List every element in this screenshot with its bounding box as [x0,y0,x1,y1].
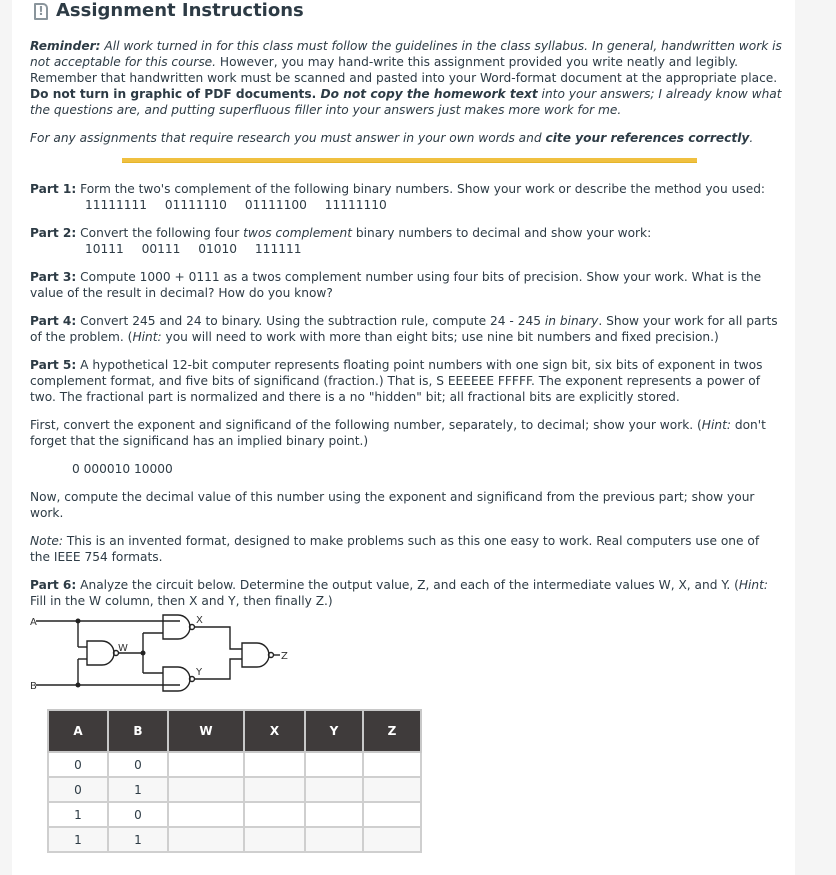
column-header-a: A [48,710,108,752]
y-label: Y [196,667,203,678]
column-header-y: Y [305,710,363,752]
part6-paragraph [30,577,782,609]
column-header-w: W [168,710,244,752]
table-cell [168,827,244,852]
table-cell [305,827,363,852]
nand-circuit-diagram [30,613,330,701]
reminder-text-segment: Do not turn in graphic of PDF documents. [30,87,317,101]
reminder-text-segment: into your answers; I already know what the questions are, and putting superfluous filler into your answers just makes more work for me. [30,87,782,117]
part2-text-segment: Part 2: [30,226,77,240]
column-header-z: Z [363,710,421,752]
table-cell: 0 [108,752,168,777]
first-text-segment: First, convert the exponent and significand of the following number, separately, to decimal; show your work. ( [30,418,702,432]
research-paragraph [30,130,782,146]
table-cell: 1 [48,827,108,852]
table-cell: 0 [48,752,108,777]
assignment-alert-icon: ! [34,3,48,20]
part4-text-segment: Part 4: [30,314,77,328]
input-a-label: A [30,617,37,628]
part6-text-segment: Part 6: [30,578,77,592]
table-row [48,827,421,852]
now-text-segment: Now, compute the decimal value of this number using the exponent and significand from the previous part; show your work. [30,490,755,520]
part4-text-segment: Hint: [132,330,162,344]
column-header-b: B [108,710,168,752]
title-text: Assignment Instructions [56,0,304,21]
table-cell [363,827,421,852]
note-paragraph [30,533,782,565]
table-cell: 0 [108,802,168,827]
assignment-page [12,0,795,875]
part4-text-segment: . Show your work for all parts of the problem. ( [30,314,778,344]
table-cell [305,777,363,802]
note-text-segment: Note: [30,534,63,548]
reminder-text-segment: However, you may hand-write this assignment provided you write neatly and legibly. Remember that handwritten work must be scanned and pasted into your Word-format document at the appropriate place. [30,55,778,85]
table-cell [305,802,363,827]
table-cell [244,827,305,852]
table-row [48,802,421,827]
part6-text-segment: Analyze the circuit below. Determine the output value, Z, and each of the intermediate values W, X, and Y. ( [76,578,739,592]
column-header-x: X [244,710,305,752]
part2-text-segment: twos complement [243,226,353,240]
part2-text-segment: binary numbers to decimal and show your work: [352,226,652,240]
part3-text-segment: Compute 1000 + 0111 as a twos complement number using four bits of precision. Show your work. What is the value of the result in decimal? How do you know? [30,270,762,300]
z-label: Z [281,651,288,662]
part1-numbers: 11111111 01111110 01111100 11111110 [85,198,387,212]
input-b-label: B [30,681,37,692]
page-title [34,0,304,22]
part5-number: 0 000010 10000 [72,462,173,476]
reminder-text-segment: All work turned in for this class must follow the guidelines in the class syllabus. In general, handwritten work is not acceptable for this course. [30,39,782,69]
table-cell: 1 [108,827,168,852]
research-text-segment: . [749,131,754,145]
part5-text-segment: Part 5: [30,358,77,372]
table-row [48,752,421,777]
research-text-segment: For any assignments that require research you must answer in your own words and [30,131,546,145]
table-cell [244,752,305,777]
truth-table [47,709,422,853]
table-cell [168,752,244,777]
table-cell [363,752,421,777]
table-cell [168,777,244,802]
table-cell [168,802,244,827]
table-cell [244,777,305,802]
table-cell [363,777,421,802]
first-paragraph [30,417,782,449]
part2-paragraph [30,225,782,241]
part5-paragraph [30,357,782,405]
part4-text-segment: Convert 245 and 24 to binary. Using the subtraction rule, compute 24 - 245 [76,314,545,328]
reminder-text-segment: Reminder: [30,39,101,53]
now-paragraph [30,489,782,521]
part3-paragraph [30,269,782,301]
x-label: X [196,615,203,626]
table-cell: 1 [108,777,168,802]
part1-paragraph [30,181,782,197]
part4-text-segment: in binary [544,314,599,328]
divider-bar [122,158,697,163]
table-cell [244,802,305,827]
part2-numbers: 10111 00111 01010 111111 [85,242,302,256]
table-cell: 1 [48,802,108,827]
part5-text-segment: A hypothetical 12-bit computer represents floating point numbers with one sign bit, six bits of exponent in twos complement format, and five bits of significand (fraction.) That is, S EEEEEE FFFFF. The exponent represents a power of two. The fractional part is normalized and there is a no "hidden" bit; all fractional bits are explicitly stored. [30,358,763,404]
part3-text-segment: Part 3: [30,270,77,284]
reminder-text-segment: Do not copy the homework text [316,87,538,101]
first-text-segment: don't forget that the significand has an implied binary point.) [30,418,766,448]
w-label: W [118,643,128,654]
part6-text-segment: Hint: [738,578,768,592]
first-text-segment: Hint: [701,418,731,432]
part2-text-segment: Convert the following four [76,226,244,240]
instructions-body [30,38,782,853]
part4-text-segment: you will need to work with more than eight bits; use nine bit numbers and fixed precision.) [161,330,719,344]
table-cell [305,752,363,777]
part4-paragraph [30,313,782,345]
part1-text-segment: Part 1: [30,182,77,196]
table-row [48,777,421,802]
note-text-segment: This is an invented format, designed to make problems such as this one easy to work. Real computers use one of the IEEE 754 formats. [30,534,760,564]
table-cell: 0 [48,777,108,802]
reminder-paragraph [30,38,782,118]
part6-text-segment: Fill in the W column, then X and Y, then finally Z.) [30,594,333,608]
research-text-segment: cite your references correctly [545,131,750,145]
table-cell [363,802,421,827]
part1-text-segment: Form the two's complement of the following binary numbers. Show your work or describe the method you used: [76,182,766,196]
